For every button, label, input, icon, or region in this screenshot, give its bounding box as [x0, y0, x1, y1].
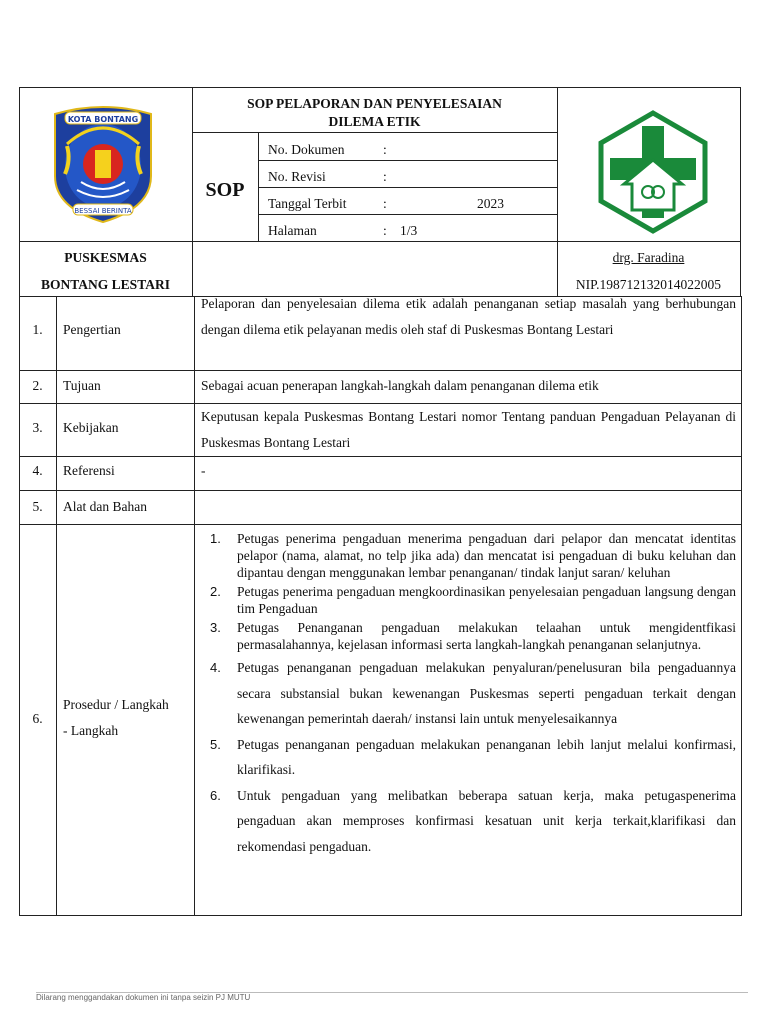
- divider-row-1: [19, 370, 742, 371]
- procedure-number-3: 3.: [210, 620, 221, 635]
- procedure-item-2: [210, 583, 736, 617]
- procedure-item-3: [210, 619, 736, 653]
- row-number-6: 6.: [32, 711, 43, 726]
- row-number-4: 4.: [32, 463, 43, 478]
- meta-label-no-dokumen: No. Dokumen: [268, 142, 345, 157]
- row-label-tujuan: Tujuan: [63, 378, 101, 393]
- organization-name-line1: PUSKESMAS: [64, 250, 147, 265]
- row-label-alat-dan-bahan: Alat dan Bahan: [63, 499, 147, 514]
- procedure-number-6: 6.: [210, 787, 221, 803]
- row-label-prosedur-line2: - Langkah: [63, 723, 119, 738]
- procedure-text-3: Petugas Penanganan pengaduan melakukan telaahan untuk mengidentfikasi permasalahannya, kejelasan informasi serta langkah-langkah penanganan selanjutnya.: [237, 620, 736, 652]
- procedure-number-2: 2.: [210, 584, 221, 599]
- procedure-number-5: 5.: [210, 736, 221, 752]
- procedure-item-6: [210, 783, 736, 860]
- divider-row-3: [19, 456, 742, 457]
- row-label-prosedur-line1: Prosedur / Langkah: [63, 697, 169, 712]
- border-top: [19, 87, 741, 88]
- puskesmas-cross-logo-icon: [594, 110, 712, 234]
- border-right-header: [740, 87, 741, 296]
- meta-sep-halaman: :: [383, 223, 387, 238]
- divider-row-4: [19, 490, 742, 491]
- emblem-text-bottom: BESSAI BERINTA: [74, 207, 132, 215]
- meta-label-tanggal-terbit: Tanggal Terbit: [268, 196, 347, 211]
- divider-meta-1: [258, 160, 557, 161]
- row-number-5: 5.: [32, 499, 43, 514]
- row-number-2: 2.: [32, 378, 43, 393]
- row-content-kebijakan: Keputusan kepala Puskesmas Bontang Lestari nomor Tentang panduan Pengaduan Pelayanan di Puskesmas Bontang Lestari: [201, 409, 736, 450]
- kota-bontang-emblem-icon: [47, 104, 159, 224]
- procedure-number-1: 1.: [210, 531, 221, 546]
- meta-label-no-revisi: No. Revisi: [268, 169, 326, 184]
- procedure-item-5: [210, 732, 736, 783]
- procedure-list: [210, 530, 736, 859]
- divider-meta-3: [258, 214, 557, 215]
- procedure-item-4: [210, 655, 736, 732]
- procedure-item-1: [210, 530, 736, 581]
- divider-col-no: [56, 296, 57, 916]
- emblem-text-top: KOTA BONTANG: [67, 115, 139, 124]
- organization-name-line2: BONTANG LESTARI: [41, 277, 170, 292]
- row-content-tujuan: Sebagai acuan penerapan langkah-langkah dalam penanganan dilema etik: [201, 378, 599, 393]
- procedure-text-5: Petugas penanganan pengaduan melakukan penanganan lebih lanjut melalui konfirmasi, klarifikasi.: [237, 736, 736, 777]
- signer-name: drg. Faradina: [612, 250, 685, 265]
- divider-title: [192, 132, 557, 133]
- divider-header-bottom: [19, 241, 741, 242]
- signer-nip: NIP.198712132014022005: [575, 277, 722, 292]
- sop-label: SOP: [205, 179, 245, 201]
- procedure-text-4: Petugas penanganan pengaduan melakukan penyaluran/penelusuran bila pengaduannya secara substansial bukan kewenangan Puskesmas seperti pengaduan terkait dengan kewenangan pemerintah daerah/ instansi lain untuk menyelesaikannya: [237, 660, 736, 726]
- meta-label-halaman: Halaman: [268, 223, 317, 238]
- row-content-pengertian: Pelaporan dan penyelesaian dilema etik adalah penanganan setiap masalah yang berhubungan dengan dilema etik pelayanan medis oleh staf di Puskesmas Bontang Lestari: [201, 296, 736, 337]
- meta-sep-no-revisi: :: [383, 169, 387, 184]
- divider-row-5: [19, 524, 742, 525]
- row-label-kebijakan: Kebijakan: [63, 420, 119, 435]
- meta-sep-tanggal-terbit: :: [383, 196, 387, 211]
- row-number-3: 3.: [32, 420, 43, 435]
- document-title-line2: DILEMA ETIK: [328, 114, 421, 129]
- procedure-text-6: Untuk pengaduan yang melibatkan beberapa satuan kerja, maka petugaspenerima pengaduan akan memproses konfirmasi kesatuan unit kerja terkait,klarifikasi dan rekomendasi pengaduan.: [237, 787, 736, 854]
- row-label-referensi: Referensi: [63, 463, 115, 478]
- meta-value-tanggal-terbit: 2023: [477, 196, 504, 211]
- document-title-line1: SOP PELAPORAN DAN PENYELESAIAN: [247, 96, 502, 111]
- procedure-number-4: 4.: [210, 660, 221, 675]
- meta-sep-no-dokumen: :: [383, 142, 387, 157]
- row-number-1: 1.: [32, 322, 43, 337]
- row-content-referensi: -: [201, 463, 206, 478]
- procedure-text-2: Petugas penerima pengaduan mengkoordinasikan penyelesaian pengaduan langsung dengan tim Pengaduan: [237, 584, 736, 616]
- row-label-pengertian: Pengertian: [63, 322, 121, 337]
- divider-meta-2: [258, 187, 557, 188]
- border-right-body: [741, 296, 742, 916]
- border-body-bottom: [19, 915, 742, 916]
- procedure-text-1: Petugas penerima pengaduan menerima pengaduan dari pelapor dan mencatat identitas pelapor (nama, alamat, no telp jika ada) dan mencatat isi pengaduan di buku keluhan dan dipantau dengan menggunakan lembar penanganan/ tindak lanjut saran/ keluhan: [237, 531, 736, 580]
- meta-value-halaman: 1/3: [400, 223, 418, 238]
- footer-note: Dilarang menggandakan dokumen ini tanpa seizin PJ MUTU: [36, 993, 251, 1002]
- divider-col-label: [194, 296, 195, 916]
